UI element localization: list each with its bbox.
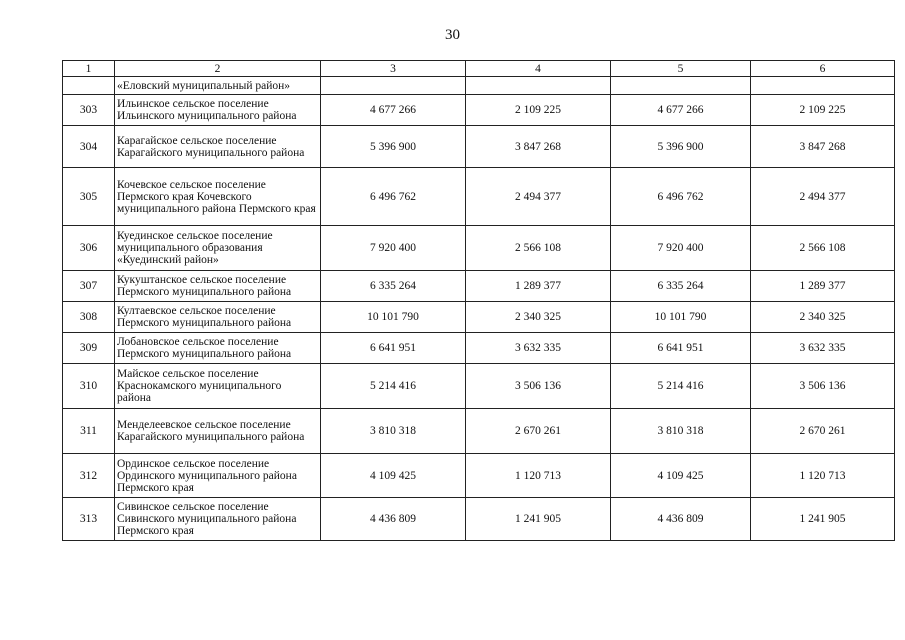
row-value-col6: 2 494 377 (751, 168, 895, 226)
row-value-col6: 2 109 225 (751, 95, 895, 126)
row-number: 309 (63, 333, 115, 364)
row-value-col4: 2 494 377 (466, 168, 611, 226)
table-cell (611, 77, 751, 95)
table-row (63, 454, 895, 498)
column-header: 4 (466, 61, 611, 77)
table-row (63, 168, 895, 226)
row-name: Карагайское сельское поселение Карагайского муниципального района (115, 126, 321, 168)
row-value-col3: 4 436 809 (321, 498, 466, 541)
row-value-col5: 6 641 951 (611, 333, 751, 364)
row-value-col3: 6 496 762 (321, 168, 466, 226)
continuation-label: «Еловский муниципальный район» (115, 77, 321, 95)
table-cell (466, 77, 611, 95)
row-value-col4: 3 632 335 (466, 333, 611, 364)
row-value-col5: 4 677 266 (611, 95, 751, 126)
table-row (63, 333, 895, 364)
row-value-col5: 6 335 264 (611, 271, 751, 302)
column-header: 6 (751, 61, 895, 77)
row-value-col6: 2 340 325 (751, 302, 895, 333)
row-number: 307 (63, 271, 115, 302)
table-row (63, 126, 895, 168)
row-value-col4: 1 120 713 (466, 454, 611, 498)
row-name: Лобановское сельское поселение Пермского муниципального района (115, 333, 321, 364)
column-header: 2 (115, 61, 321, 77)
budget-table (62, 60, 895, 541)
row-number: 313 (63, 498, 115, 541)
row-value-col4: 2 566 108 (466, 226, 611, 271)
page-number: 30 (445, 27, 460, 43)
table-cell (321, 77, 466, 95)
column-header: 1 (63, 61, 115, 77)
row-value-col5: 7 920 400 (611, 226, 751, 271)
row-value-col3: 6 335 264 (321, 271, 466, 302)
table-row (63, 498, 895, 541)
row-number: 305 (63, 168, 115, 226)
table-row (63, 95, 895, 126)
row-name: Ординское сельское поселение Ординского муниципального района Пермского края (115, 454, 321, 498)
row-value-col4: 2 340 325 (466, 302, 611, 333)
row-value-col6: 3 847 268 (751, 126, 895, 168)
row-value-col4: 3 506 136 (466, 364, 611, 409)
row-value-col4: 2 109 225 (466, 95, 611, 126)
table-cell (63, 77, 115, 95)
column-header: 5 (611, 61, 751, 77)
row-value-col4: 3 847 268 (466, 126, 611, 168)
row-value-col5: 5 396 900 (611, 126, 751, 168)
table-header-row (63, 61, 895, 77)
row-value-col3: 5 396 900 (321, 126, 466, 168)
row-value-col5: 4 109 425 (611, 454, 751, 498)
table-row (63, 409, 895, 454)
column-header: 3 (321, 61, 466, 77)
table-row (63, 226, 895, 271)
row-value-col6: 2 670 261 (751, 409, 895, 454)
row-name: Ильинское сельское поселение Ильинского муниципального района (115, 95, 321, 126)
row-number: 303 (63, 95, 115, 126)
row-value-col6: 3 506 136 (751, 364, 895, 409)
row-number: 311 (63, 409, 115, 454)
row-value-col3: 7 920 400 (321, 226, 466, 271)
row-name: Култаевское сельское поселение Пермского муниципального района (115, 302, 321, 333)
row-value-col6: 1 241 905 (751, 498, 895, 541)
row-name: Майское сельское поселение Краснокамского муниципального района (115, 364, 321, 409)
row-value-col5: 10 101 790 (611, 302, 751, 333)
row-value-col4: 1 241 905 (466, 498, 611, 541)
row-value-col4: 1 289 377 (466, 271, 611, 302)
row-value-col6: 1 289 377 (751, 271, 895, 302)
row-name: Кочевское сельское поселение Пермского края Кочевского муниципального района Пермского края (115, 168, 321, 226)
row-value-col6: 2 566 108 (751, 226, 895, 271)
table-row (63, 364, 895, 409)
row-value-col3: 6 641 951 (321, 333, 466, 364)
continuation-row (63, 77, 895, 95)
row-number: 304 (63, 126, 115, 168)
row-number: 306 (63, 226, 115, 271)
row-value-col5: 6 496 762 (611, 168, 751, 226)
row-value-col5: 5 214 416 (611, 364, 751, 409)
row-value-col6: 3 632 335 (751, 333, 895, 364)
row-value-col3: 4 677 266 (321, 95, 466, 126)
row-number: 310 (63, 364, 115, 409)
row-value-col6: 1 120 713 (751, 454, 895, 498)
row-name: Менделеевское сельское поселение Карагайского муниципального района (115, 409, 321, 454)
table-row (63, 271, 895, 302)
row-value-col3: 4 109 425 (321, 454, 466, 498)
row-value-col3: 5 214 416 (321, 364, 466, 409)
row-name: Куединское сельское поселение муниципального образования «Куединский район» (115, 226, 321, 271)
row-name: Кукуштанское сельское поселение Пермского муниципального района (115, 271, 321, 302)
row-value-col5: 3 810 318 (611, 409, 751, 454)
row-value-col4: 2 670 261 (466, 409, 611, 454)
row-value-col5: 4 436 809 (611, 498, 751, 541)
table-row (63, 302, 895, 333)
table-cell (751, 77, 895, 95)
row-number: 308 (63, 302, 115, 333)
row-name: Сивинское сельское поселение Сивинского муниципального района Пермского края (115, 498, 321, 541)
row-value-col3: 10 101 790 (321, 302, 466, 333)
row-number: 312 (63, 454, 115, 498)
row-value-col3: 3 810 318 (321, 409, 466, 454)
